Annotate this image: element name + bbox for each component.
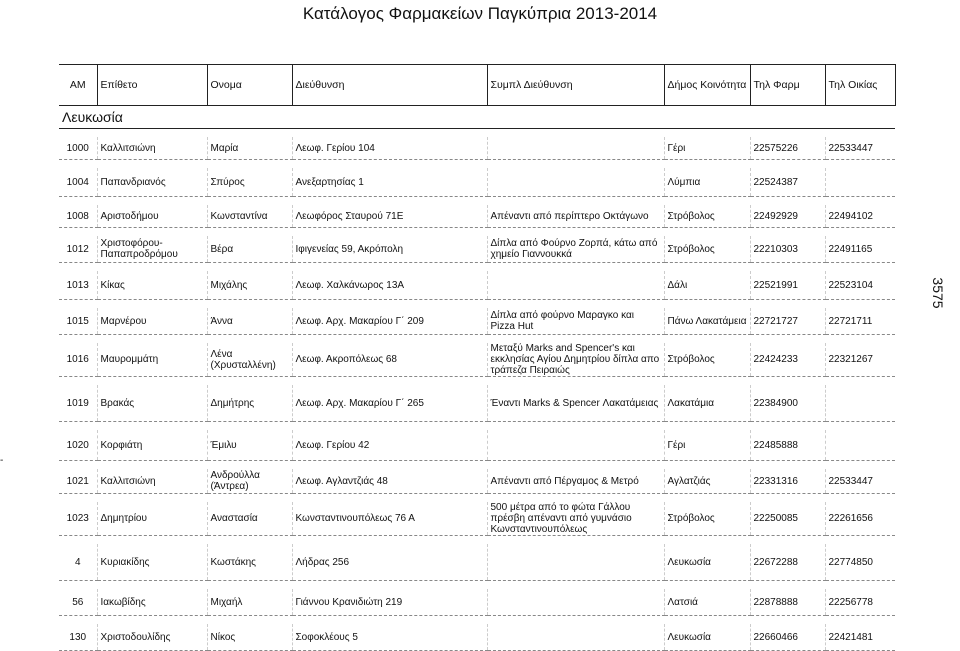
- cell-tel-home: 22491165: [825, 236, 895, 263]
- cell-name: Ανδρούλλα (Άντρεα): [207, 469, 292, 494]
- cell-tel-home: 22533447: [825, 137, 895, 160]
- cell-tel-pharm: 22524387: [750, 168, 825, 197]
- margin-mark: -: [0, 455, 4, 466]
- cell-surname: Παπανδριανός: [97, 168, 207, 197]
- table-row: [59, 137, 895, 160]
- cell-am: 1023: [59, 502, 97, 536]
- cell-surname: Δημητρίου: [97, 502, 207, 536]
- cell-am: 1012: [59, 236, 97, 263]
- cell-name: Βέρα: [207, 236, 292, 263]
- cell-surname: Χριστοφόρου-Παπαπροδρόμου: [97, 236, 207, 263]
- cell-tel-pharm: 22660466: [750, 624, 825, 651]
- cell-extra: [487, 430, 664, 461]
- cell-address: Ανεξαρτησίας 1: [292, 168, 487, 197]
- cell-am: 1000: [59, 137, 97, 160]
- cell-am: 1013: [59, 271, 97, 300]
- table-row: [59, 469, 895, 494]
- cell-surname: Κίκας: [97, 271, 207, 300]
- cell-tel-home: [825, 430, 895, 461]
- table-row: [59, 502, 895, 536]
- cell-tel-home: 22261656: [825, 502, 895, 536]
- cell-address: Σοφοκλέους 5: [292, 624, 487, 651]
- cell-extra: Απέναντι από περίπτερο Οκτάγωνο: [487, 205, 664, 228]
- cell-address: Λεωφ. Γερίου 104: [292, 137, 487, 160]
- header-tel-home: Τηλ Οικίας: [825, 65, 895, 106]
- cell-surname: Αριστοδήμου: [97, 205, 207, 228]
- cell-tel-pharm: 22210303: [750, 236, 825, 263]
- cell-address: Κωνσταντινουπόλεως 76 Α: [292, 502, 487, 536]
- cell-address: Λεωφ. Χαλκάνωρος 13Α: [292, 271, 487, 300]
- header-municipality: Δήμος Κοινότητα: [664, 65, 750, 106]
- cell-address: Λεωφόρος Σταυρού 71Ε: [292, 205, 487, 228]
- header-tel-pharmacy: Τηλ Φαρμ: [750, 65, 825, 106]
- cell-tel-pharm: 22331316: [750, 469, 825, 494]
- cell-surname: Καλλιτσιώνη: [97, 469, 207, 494]
- cell-tel-pharm: 22521991: [750, 271, 825, 300]
- cell-name: Μιχάλης: [207, 271, 292, 300]
- cell-extra: [487, 624, 664, 651]
- cell-address: Λεωφ. Αρχ. Μακαρίου Γ΄ 209: [292, 308, 487, 335]
- cell-tel-pharm: 22384900: [750, 385, 825, 422]
- cell-tel-home: 22421481: [825, 624, 895, 651]
- region-label: Λευκωσία: [59, 106, 895, 129]
- page-title: Κατάλογος Φαρμακείων Παγκύπρια 2013-2014: [302, 4, 658, 23]
- header-extra-address: Συμπλ Διεύθυνση: [487, 65, 664, 106]
- cell-municipality: Δάλι: [664, 271, 750, 300]
- cell-municipality: Αγλατζιάς: [664, 469, 750, 494]
- cell-name: Μαρία: [207, 137, 292, 160]
- cell-am: 56: [59, 589, 97, 616]
- cell-extra: [487, 271, 664, 300]
- cell-tel-pharm: 22878888: [750, 589, 825, 616]
- cell-address: Λήδρας 256: [292, 544, 487, 581]
- cell-name: Έμιλυ: [207, 430, 292, 461]
- cell-name: Κωστάκης: [207, 544, 292, 581]
- cell-surname: Κορφιάτη: [97, 430, 207, 461]
- cell-surname: Ιακωβίδης: [97, 589, 207, 616]
- header-am: ΑΜ: [59, 65, 97, 106]
- cell-extra: Απέναντι από Πέργαμος & Μετρό: [487, 469, 664, 494]
- cell-am: 4: [59, 544, 97, 581]
- cell-municipality: Στρόβολος: [664, 236, 750, 263]
- table-row: [59, 308, 895, 335]
- cell-am: 130: [59, 624, 97, 651]
- cell-tel-home: 22494102: [825, 205, 895, 228]
- header-row: [59, 65, 895, 106]
- header-address: Διεύθυνση: [292, 65, 487, 106]
- cell-tel-pharm: 22575226: [750, 137, 825, 160]
- table-row: [59, 236, 895, 263]
- cell-am: 1019: [59, 385, 97, 422]
- cell-municipality: Στρόβολος: [664, 343, 750, 377]
- table-row: [59, 343, 895, 377]
- cell-tel-home: 22774850: [825, 544, 895, 581]
- cell-surname: Χριστοδουλίδης: [97, 624, 207, 651]
- cell-tel-pharm: 22485888: [750, 430, 825, 461]
- cell-name: Κωνσταντίνα: [207, 205, 292, 228]
- cell-municipality: Λευκωσία: [664, 624, 750, 651]
- cell-name: Λένα (Χρυσταλλένη): [207, 343, 292, 377]
- cell-municipality: Γέρι: [664, 430, 750, 461]
- table-row: [59, 205, 895, 228]
- page-number: 3575: [930, 277, 946, 309]
- table-row: [59, 168, 895, 197]
- cell-name: Άννα: [207, 308, 292, 335]
- cell-extra: [487, 137, 664, 160]
- cell-tel-pharm: 22250085: [750, 502, 825, 536]
- header-surname: Επίθετο: [97, 65, 207, 106]
- cell-tel-home: 22321267: [825, 343, 895, 377]
- cell-surname: Μαρνέρου: [97, 308, 207, 335]
- cell-name: Δημήτρης: [207, 385, 292, 422]
- cell-municipality: Λακατάμια: [664, 385, 750, 422]
- table-row: [59, 271, 895, 300]
- table-row: [59, 430, 895, 461]
- cell-tel-pharm: 22492929: [750, 205, 825, 228]
- cell-surname: Καλλιτσιώνη: [97, 137, 207, 160]
- cell-municipality: Πάνω Λακατάμεια: [664, 308, 750, 335]
- cell-address: Λεωφ. Αρχ. Μακαρίου Γ΄ 265: [292, 385, 487, 422]
- cell-tel-home: [825, 385, 895, 422]
- cell-surname: Βρακάς: [97, 385, 207, 422]
- cell-address: Ιφιγενείας 59, Ακρόπολη: [292, 236, 487, 263]
- cell-name: Σπύρος: [207, 168, 292, 197]
- cell-extra: Δίπλα από Φούρνο Ζορπά, κάτω από χημείο Γιαννουκκά: [487, 236, 664, 263]
- cell-tel-home: [825, 168, 895, 197]
- cell-tel-pharm: 22424233: [750, 343, 825, 377]
- cell-municipality: Στρόβολος: [664, 502, 750, 536]
- cell-extra: Δίπλα από φούρνο Μαραγκο και Pizza Hut: [487, 308, 664, 335]
- cell-am: 1008: [59, 205, 97, 228]
- cell-tel-pharm: 22721727: [750, 308, 825, 335]
- cell-name: Μιχαήλ: [207, 589, 292, 616]
- cell-am: 1016: [59, 343, 97, 377]
- cell-am: 1015: [59, 308, 97, 335]
- cell-municipality: Γέρι: [664, 137, 750, 160]
- region-row: [59, 106, 895, 129]
- cell-tel-home: 22256778: [825, 589, 895, 616]
- cell-surname: Κυριακίδης: [97, 544, 207, 581]
- header-name: Ονομα: [207, 65, 292, 106]
- cell-am: 1021: [59, 469, 97, 494]
- cell-address: Λεωφ. Γερίου 42: [292, 430, 487, 461]
- table-row: [59, 624, 895, 651]
- cell-surname: Μαυρομμάτη: [97, 343, 207, 377]
- cell-name: Αναστασία: [207, 502, 292, 536]
- cell-extra: 500 μέτρα από το φώτα Γάλλου πρέσβη απέναντι από γυμνάσιο Κωνσταντινουπόλεως: [487, 502, 664, 536]
- cell-name: Νίκος: [207, 624, 292, 651]
- cell-am: 1020: [59, 430, 97, 461]
- cell-extra: [487, 168, 664, 197]
- cell-municipality: Στρόβολος: [664, 205, 750, 228]
- cell-address: Λεωφ. Ακροπόλεως 68: [292, 343, 487, 377]
- cell-extra: Μεταξύ Marks and Spencer's και εκκλησίας Αγίου Δημητρίου δίπλα απο τράπεζα Πειραιώς: [487, 343, 664, 377]
- cell-address: Γιάννου Κρανιδιώτη 219: [292, 589, 487, 616]
- table-row: [59, 385, 895, 422]
- cell-extra: [487, 544, 664, 581]
- table-row: [59, 544, 895, 581]
- cell-tel-home: 22523104: [825, 271, 895, 300]
- pharmacy-table: [59, 64, 896, 651]
- cell-tel-pharm: 22672288: [750, 544, 825, 581]
- cell-municipality: Λύμπια: [664, 168, 750, 197]
- cell-extra: Έναντι Marks & Spencer Λακατάμειας: [487, 385, 664, 422]
- cell-municipality: Λατσιά: [664, 589, 750, 616]
- cell-tel-home: 22721711: [825, 308, 895, 335]
- cell-am: 1004: [59, 168, 97, 197]
- cell-tel-home: 22533447: [825, 469, 895, 494]
- cell-municipality: Λευκωσία: [664, 544, 750, 581]
- cell-address: Λεωφ. Αγλαντζιάς 48: [292, 469, 487, 494]
